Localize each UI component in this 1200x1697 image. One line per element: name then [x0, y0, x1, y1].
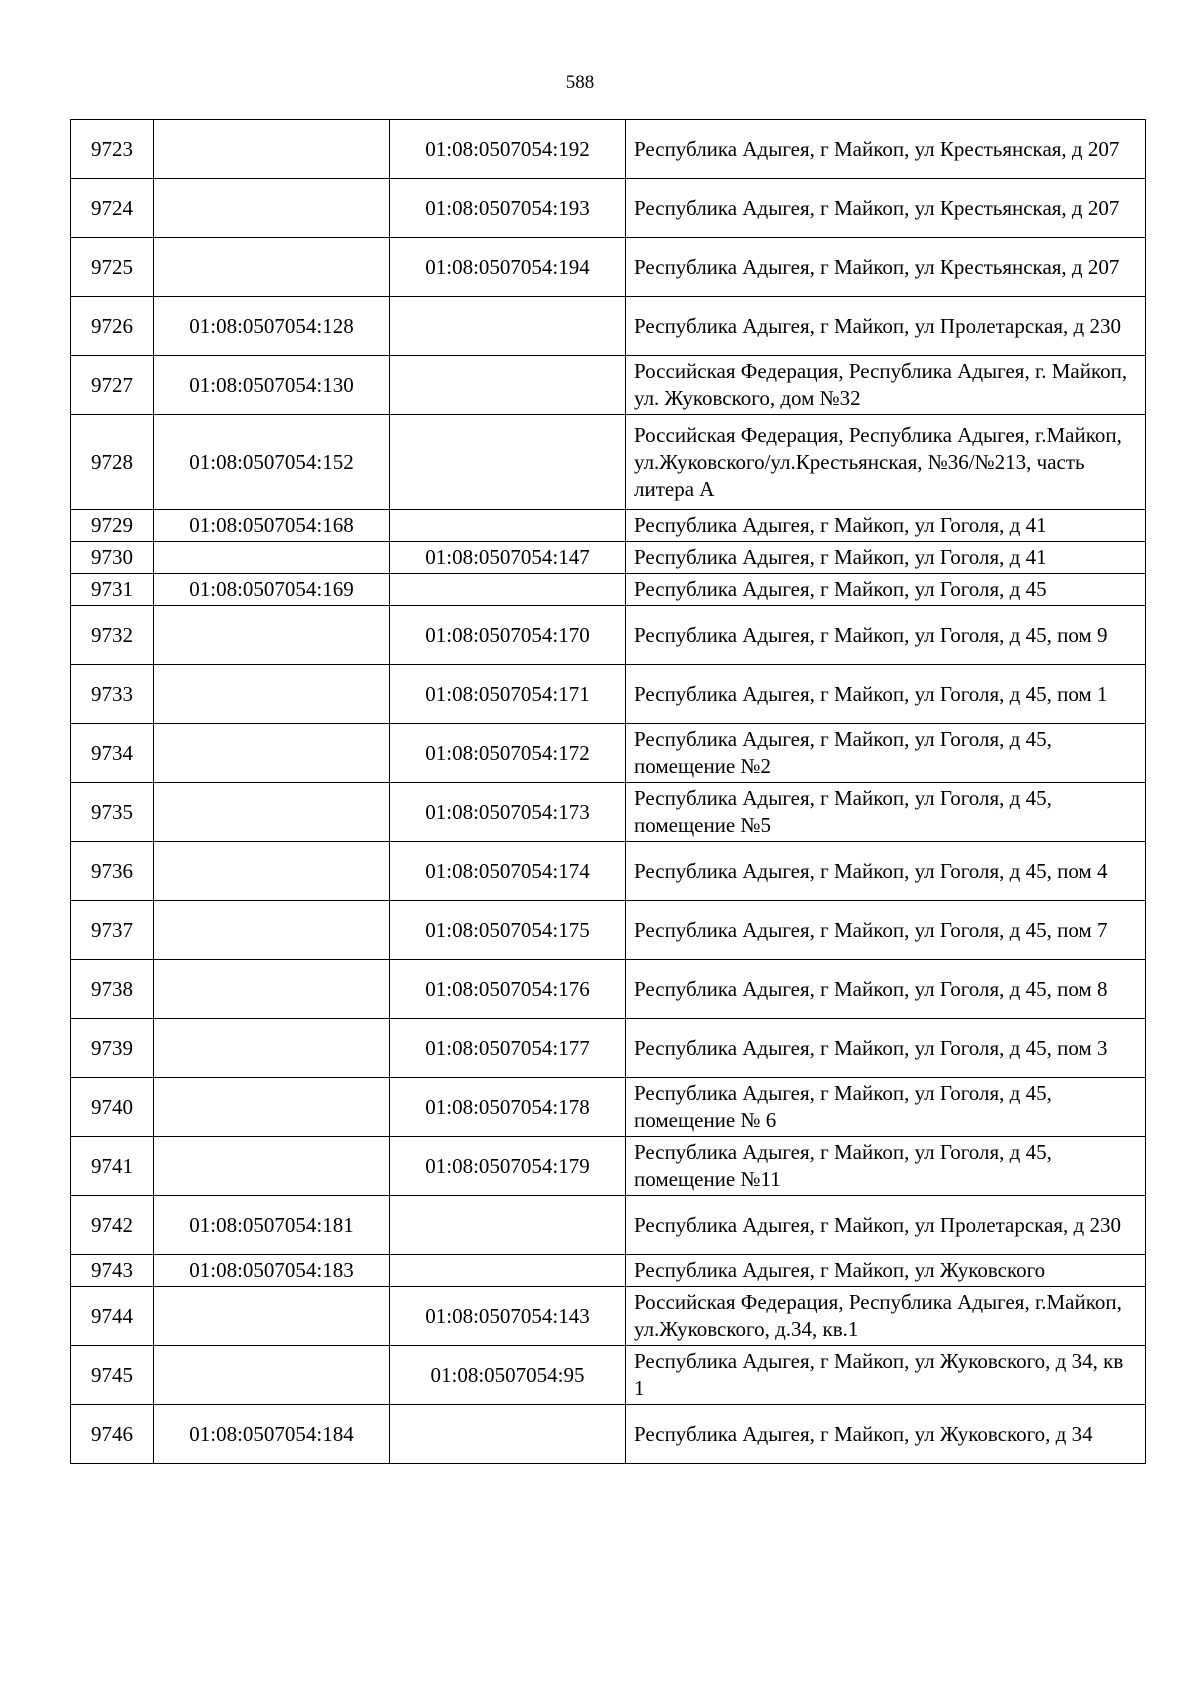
cadastral-number-cell	[154, 179, 390, 238]
row-number-cell: 9727	[71, 356, 154, 415]
row-number-cell: 9723	[71, 120, 154, 179]
row-number-cell: 9735	[71, 783, 154, 842]
row-number-cell: 9742	[71, 1196, 154, 1255]
table-row	[71, 901, 1146, 960]
linked-cadastral-number-cell: 01:08:0507054:175	[390, 901, 626, 960]
table-row	[71, 1137, 1146, 1196]
cadastral-number-cell	[154, 1078, 390, 1137]
cadastral-number-cell	[154, 238, 390, 297]
cadastral-number-cell: 01:08:0507054:128	[154, 297, 390, 356]
address-cell: Республика Адыгея, г Майкоп, ул Гоголя, д 45, помещение №5	[626, 783, 1146, 842]
table-row	[71, 510, 1146, 542]
cadastral-number-cell	[154, 665, 390, 724]
table-row	[71, 1019, 1146, 1078]
table-row	[71, 574, 1146, 606]
table-row	[71, 783, 1146, 842]
address-cell: Республика Адыгея, г Майкоп, ул Крестьянская, д 207	[626, 179, 1146, 238]
table-row	[71, 1287, 1146, 1346]
cadastral-number-cell	[154, 724, 390, 783]
address-cell: Республика Адыгея, г Майкоп, ул Гоголя, д 45	[626, 574, 1146, 606]
row-number-cell: 9736	[71, 842, 154, 901]
row-number-cell: 9739	[71, 1019, 154, 1078]
table-row	[71, 542, 1146, 574]
cadastral-number-cell	[154, 842, 390, 901]
linked-cadastral-number-cell	[390, 356, 626, 415]
cadastral-number-cell: 01:08:0507054:183	[154, 1255, 390, 1287]
cadastral-number-cell	[154, 783, 390, 842]
cadastral-number-cell: 01:08:0507054:184	[154, 1405, 390, 1464]
linked-cadastral-number-cell	[390, 297, 626, 356]
cadastral-number-cell	[154, 120, 390, 179]
cadastral-number-cell	[154, 1137, 390, 1196]
cadastral-number-cell: 01:08:0507054:169	[154, 574, 390, 606]
table-row	[71, 1196, 1146, 1255]
row-number-cell: 9732	[71, 606, 154, 665]
address-cell: Республика Адыгея, г Майкоп, ул Гоголя, д 45, помещение №2	[626, 724, 1146, 783]
registry-table-body	[71, 120, 1146, 1464]
linked-cadastral-number-cell: 01:08:0507054:194	[390, 238, 626, 297]
linked-cadastral-number-cell	[390, 510, 626, 542]
address-cell: Российская Федерация, Республика Адыгея, г.Майкоп, ул.Жуковского/ул.Крестьянская, №36/№213, часть литера А	[626, 415, 1146, 510]
row-number-cell: 9738	[71, 960, 154, 1019]
linked-cadastral-number-cell	[390, 415, 626, 510]
row-number-cell: 9731	[71, 574, 154, 606]
table-row	[71, 356, 1146, 415]
linked-cadastral-number-cell	[390, 1405, 626, 1464]
linked-cadastral-number-cell: 01:08:0507054:193	[390, 179, 626, 238]
cadastral-number-cell: 01:08:0507054:130	[154, 356, 390, 415]
table-row	[71, 960, 1146, 1019]
linked-cadastral-number-cell: 01:08:0507054:95	[390, 1346, 626, 1405]
row-number-cell: 9733	[71, 665, 154, 724]
linked-cadastral-number-cell	[390, 574, 626, 606]
address-cell: Республика Адыгея, г Майкоп, ул Крестьянская, д 207	[626, 120, 1146, 179]
linked-cadastral-number-cell: 01:08:0507054:143	[390, 1287, 626, 1346]
page-number: 588	[565, 72, 595, 93]
row-number-cell: 9726	[71, 297, 154, 356]
table-row	[71, 606, 1146, 665]
address-cell: Республика Адыгея, г Майкоп, ул Крестьянская, д 207	[626, 238, 1146, 297]
address-cell: Российская Федерация, Республика Адыгея, г. Майкоп, ул. Жуковского, дом №32	[626, 356, 1146, 415]
row-number-cell: 9740	[71, 1078, 154, 1137]
table-row	[71, 120, 1146, 179]
address-cell: Республика Адыгея, г Майкоп, ул Жуковского, д 34, кв 1	[626, 1346, 1146, 1405]
linked-cadastral-number-cell: 01:08:0507054:192	[390, 120, 626, 179]
linked-cadastral-number-cell: 01:08:0507054:170	[390, 606, 626, 665]
address-cell: Республика Адыгея, г Майкоп, ул Гоголя, д 45, помещение №11	[626, 1137, 1146, 1196]
table-row	[71, 238, 1146, 297]
row-number-cell: 9746	[71, 1405, 154, 1464]
linked-cadastral-number-cell: 01:08:0507054:177	[390, 1019, 626, 1078]
table-row	[71, 297, 1146, 356]
cadastral-number-cell	[154, 1287, 390, 1346]
cadastral-number-cell	[154, 1019, 390, 1078]
address-cell: Республика Адыгея, г Майкоп, ул Гоголя, д 45, пом 3	[626, 1019, 1146, 1078]
registry-table	[70, 119, 1146, 1464]
row-number-cell: 9745	[71, 1346, 154, 1405]
cadastral-number-cell: 01:08:0507054:181	[154, 1196, 390, 1255]
address-cell: Республика Адыгея, г Майкоп, ул Гоголя, д 45, пом 7	[626, 901, 1146, 960]
cadastral-number-cell	[154, 960, 390, 1019]
address-cell: Республика Адыгея, г Майкоп, ул Гоголя, д 45, пом 9	[626, 606, 1146, 665]
address-cell: Республика Адыгея, г Майкоп, ул Жуковского	[626, 1255, 1146, 1287]
linked-cadastral-number-cell: 01:08:0507054:174	[390, 842, 626, 901]
row-number-cell: 9734	[71, 724, 154, 783]
linked-cadastral-number-cell: 01:08:0507054:147	[390, 542, 626, 574]
linked-cadastral-number-cell: 01:08:0507054:176	[390, 960, 626, 1019]
table-row	[71, 724, 1146, 783]
address-cell: Республика Адыгея, г Майкоп, ул Гоголя, д 45, помещение № 6	[626, 1078, 1146, 1137]
linked-cadastral-number-cell: 01:08:0507054:172	[390, 724, 626, 783]
row-number-cell: 9730	[71, 542, 154, 574]
cadastral-number-cell	[154, 606, 390, 665]
address-cell: Республика Адыгея, г Майкоп, ул Жуковского, д 34	[626, 1405, 1146, 1464]
address-cell: Республика Адыгея, г Майкоп, ул Гоголя, д 45, пом 4	[626, 842, 1146, 901]
address-cell: Республика Адыгея, г Майкоп, ул Гоголя, д 45, пом 1	[626, 665, 1146, 724]
cadastral-number-cell	[154, 1346, 390, 1405]
linked-cadastral-number-cell	[390, 1255, 626, 1287]
linked-cadastral-number-cell: 01:08:0507054:179	[390, 1137, 626, 1196]
row-number-cell: 9725	[71, 238, 154, 297]
address-cell: Республика Адыгея, г Майкоп, ул Пролетарская, д 230	[626, 1196, 1146, 1255]
row-number-cell: 9724	[71, 179, 154, 238]
address-cell: Республика Адыгея, г Майкоп, ул Пролетарская, д 230	[626, 297, 1146, 356]
row-number-cell: 9743	[71, 1255, 154, 1287]
address-cell: Республика Адыгея, г Майкоп, ул Гоголя, д 41	[626, 510, 1146, 542]
row-number-cell: 9741	[71, 1137, 154, 1196]
linked-cadastral-number-cell: 01:08:0507054:173	[390, 783, 626, 842]
cadastral-number-cell: 01:08:0507054:168	[154, 510, 390, 542]
cadastral-number-cell: 01:08:0507054:152	[154, 415, 390, 510]
table-row	[71, 415, 1146, 510]
row-number-cell: 9728	[71, 415, 154, 510]
table-row	[71, 1346, 1146, 1405]
address-cell: Российская Федерация, Республика Адыгея, г.Майкоп, ул.Жуковского, д.34, кв.1	[626, 1287, 1146, 1346]
table-row	[71, 1405, 1146, 1464]
row-number-cell: 9729	[71, 510, 154, 542]
address-cell: Республика Адыгея, г Майкоп, ул Гоголя, д 45, пом 8	[626, 960, 1146, 1019]
cadastral-number-cell	[154, 901, 390, 960]
linked-cadastral-number-cell	[390, 1196, 626, 1255]
table-row	[71, 1078, 1146, 1137]
row-number-cell: 9737	[71, 901, 154, 960]
address-cell: Республика Адыгея, г Майкоп, ул Гоголя, д 41	[626, 542, 1146, 574]
table-row	[71, 179, 1146, 238]
linked-cadastral-number-cell: 01:08:0507054:171	[390, 665, 626, 724]
table-row	[71, 842, 1146, 901]
table-row	[71, 665, 1146, 724]
table-row	[71, 1255, 1146, 1287]
row-number-cell: 9744	[71, 1287, 154, 1346]
linked-cadastral-number-cell: 01:08:0507054:178	[390, 1078, 626, 1137]
cadastral-number-cell	[154, 542, 390, 574]
